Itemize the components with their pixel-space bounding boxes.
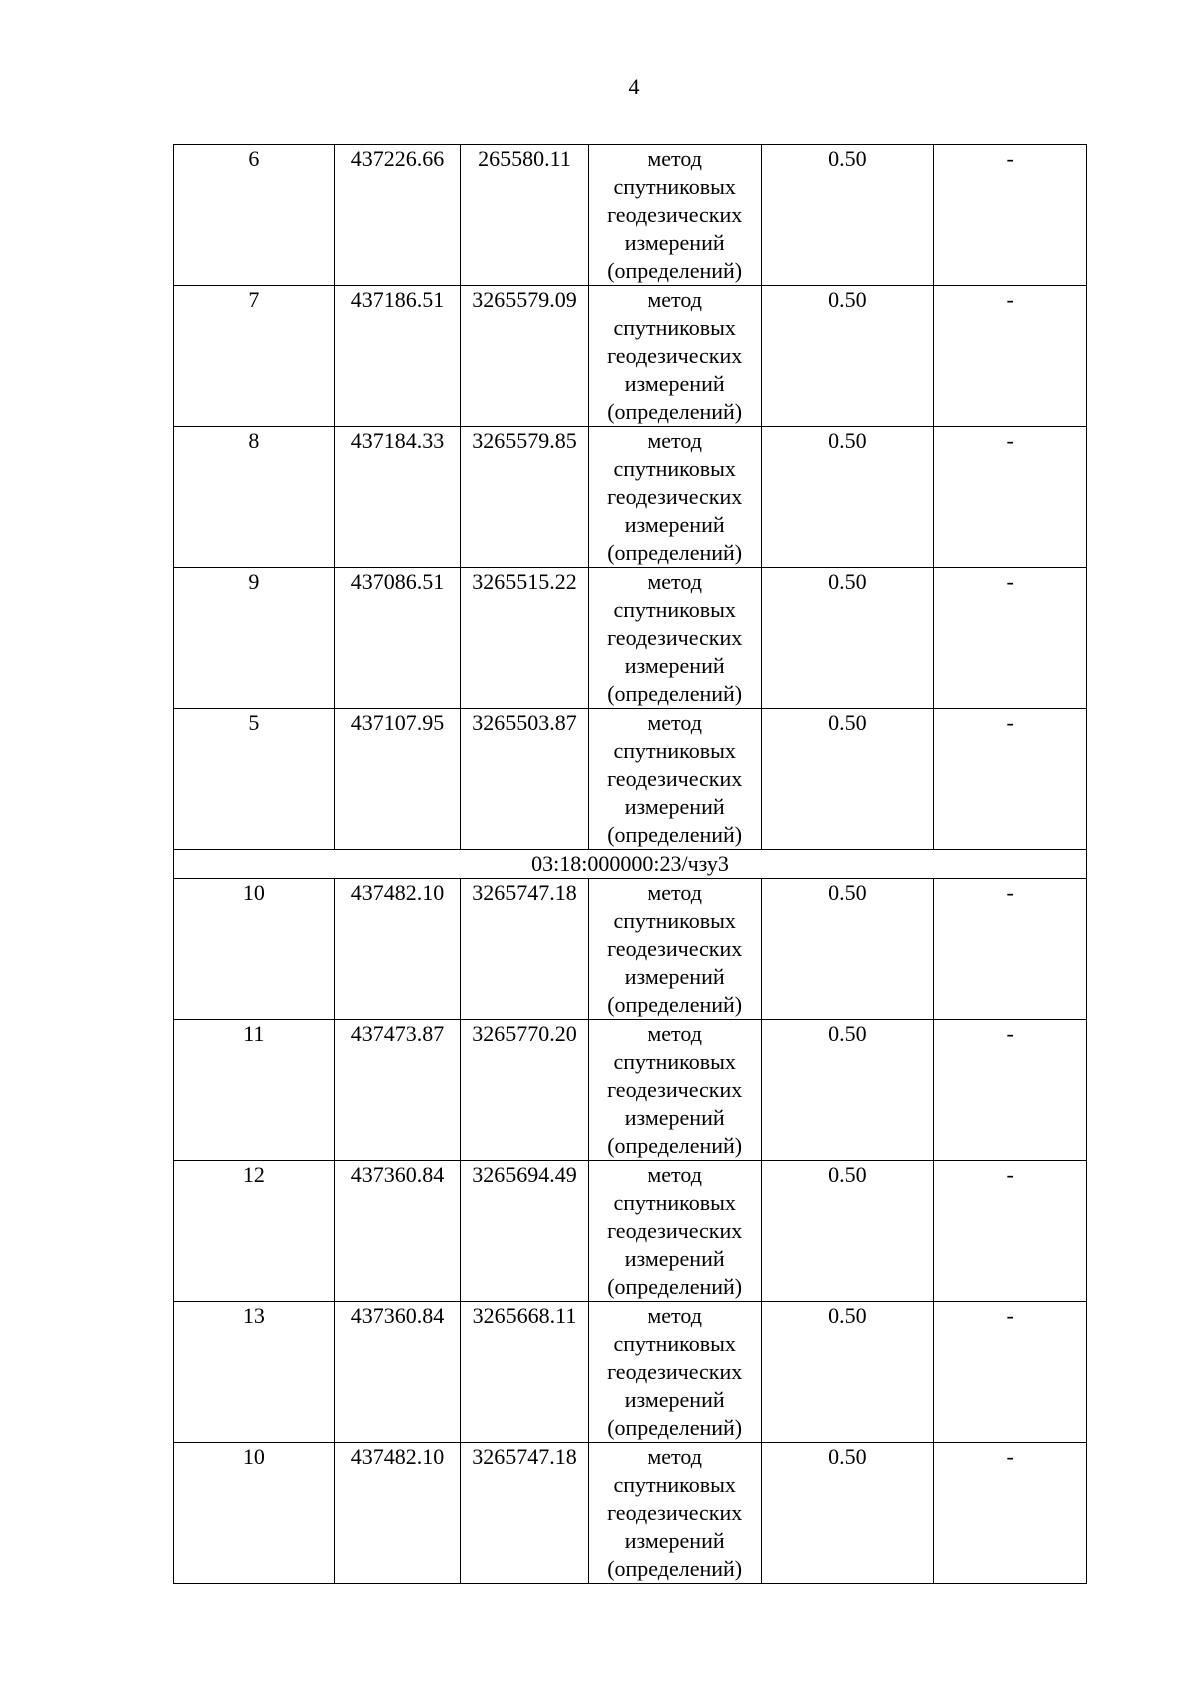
point-number-cell: 7 [174, 286, 335, 427]
table-row [174, 879, 1087, 1020]
accuracy-cell: 0.50 [761, 1020, 934, 1161]
accuracy-cell: 0.50 [761, 1302, 934, 1443]
table-row [174, 568, 1087, 709]
method-cell: метод спутниковых геодезических измерений (определений) [588, 879, 761, 1020]
coordinates-table-body [174, 145, 1087, 1584]
table-row [174, 1020, 1087, 1161]
x-coordinate-cell: 437473.87 [334, 1020, 461, 1161]
accuracy-cell: 0.50 [761, 568, 934, 709]
y-coordinate-cell: 3265747.18 [461, 879, 589, 1020]
table-row [174, 1302, 1087, 1443]
accuracy-cell: 0.50 [761, 1443, 934, 1584]
method-cell: метод спутниковых геодезических измерений (определений) [588, 1443, 761, 1584]
y-coordinate-cell: 3265770.20 [461, 1020, 589, 1161]
x-coordinate-cell: 437107.95 [334, 709, 461, 850]
point-number-cell: 12 [174, 1161, 335, 1302]
y-coordinate-cell: 3265694.49 [461, 1161, 589, 1302]
section-header-row [174, 850, 1087, 879]
x-coordinate-cell: 437184.33 [334, 427, 461, 568]
method-cell: метод спутниковых геодезических измерений (определений) [588, 1020, 761, 1161]
page-number: 4 [628, 74, 640, 99]
y-coordinate-cell: 3265503.87 [461, 709, 589, 850]
y-coordinate-cell: 265580.11 [461, 145, 589, 286]
method-cell: метод спутниковых геодезических измерений (определений) [588, 286, 761, 427]
accuracy-cell: 0.50 [761, 879, 934, 1020]
accuracy-cell: 0.50 [761, 427, 934, 568]
coordinates-table [173, 144, 1087, 1584]
x-coordinate-cell: 437186.51 [334, 286, 461, 427]
point-number-cell: 8 [174, 427, 335, 568]
point-number-cell: 13 [174, 1302, 335, 1443]
table-row [174, 1443, 1087, 1584]
note-cell: - [934, 1302, 1087, 1443]
method-cell: метод спутниковых геодезических измерений (определений) [588, 709, 761, 850]
table-row [174, 286, 1087, 427]
note-cell: - [934, 568, 1087, 709]
x-coordinate-cell: 437360.84 [334, 1161, 461, 1302]
table-row [174, 427, 1087, 568]
note-cell: - [934, 1161, 1087, 1302]
x-coordinate-cell: 437482.10 [334, 1443, 461, 1584]
point-number-cell: 11 [174, 1020, 335, 1161]
y-coordinate-cell: 3265579.85 [461, 427, 589, 568]
y-coordinate-cell: 3265515.22 [461, 568, 589, 709]
point-number-cell: 9 [174, 568, 335, 709]
note-cell: - [934, 1020, 1087, 1161]
accuracy-cell: 0.50 [761, 145, 934, 286]
point-number-cell: 10 [174, 1443, 335, 1584]
method-cell: метод спутниковых геодезических измерений (определений) [588, 568, 761, 709]
note-cell: - [934, 879, 1087, 1020]
point-number-cell: 5 [174, 709, 335, 850]
note-cell: - [934, 1443, 1087, 1584]
accuracy-cell: 0.50 [761, 286, 934, 427]
table-row [174, 1161, 1087, 1302]
method-cell: метод спутниковых геодезических измерений (определений) [588, 145, 761, 286]
x-coordinate-cell: 437226.66 [334, 145, 461, 286]
section-label: 03:18:000000:23/чзу3 [174, 850, 1087, 879]
x-coordinate-cell: 437360.84 [334, 1302, 461, 1443]
y-coordinate-cell: 3265747.18 [461, 1443, 589, 1584]
accuracy-cell: 0.50 [761, 1161, 934, 1302]
method-cell: метод спутниковых геодезических измерений (определений) [588, 427, 761, 568]
table-row [174, 709, 1087, 850]
point-number-cell: 6 [174, 145, 335, 286]
point-number-cell: 10 [174, 879, 335, 1020]
note-cell: - [934, 286, 1087, 427]
accuracy-cell: 0.50 [761, 709, 934, 850]
note-cell: - [934, 145, 1087, 286]
y-coordinate-cell: 3265579.09 [461, 286, 589, 427]
note-cell: - [934, 427, 1087, 568]
y-coordinate-cell: 3265668.11 [461, 1302, 589, 1443]
x-coordinate-cell: 437482.10 [334, 879, 461, 1020]
note-cell: - [934, 709, 1087, 850]
method-cell: метод спутниковых геодезических измерений (определений) [588, 1302, 761, 1443]
table-row [174, 145, 1087, 286]
method-cell: метод спутниковых геодезических измерений (определений) [588, 1161, 761, 1302]
x-coordinate-cell: 437086.51 [334, 568, 461, 709]
